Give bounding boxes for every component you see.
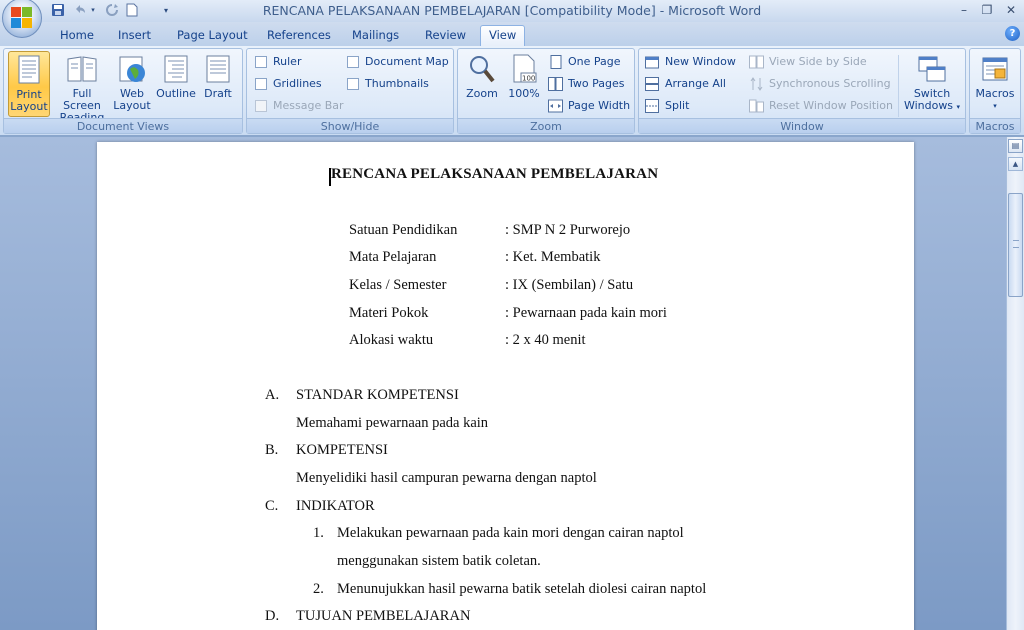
web-layout-icon	[116, 53, 148, 85]
gridlines-label: Gridlines	[273, 77, 322, 90]
full-screen-label-1: Full Screen	[63, 87, 101, 112]
customize-qat-icon[interactable]: ▾	[163, 5, 168, 15]
reset-window-position-button[interactable]	[749, 97, 893, 115]
info-key: Kelas / Semester	[349, 277, 447, 293]
view-ruler-icon[interactable]: ▤	[1008, 139, 1023, 153]
page-width-button[interactable]	[548, 97, 630, 115]
group-window	[638, 48, 966, 134]
section-title: INDIKATOR	[296, 498, 375, 514]
one-page-icon	[548, 55, 563, 69]
document-map-label: Document Map	[365, 55, 449, 68]
outline-label: Outline	[156, 87, 196, 100]
group-label-zoom: Zoom	[458, 118, 634, 133]
restore-button[interactable]: ❐	[981, 3, 993, 17]
group-document-views	[3, 48, 243, 134]
page-width-icon	[548, 99, 563, 113]
tab-insert[interactable]: Insert	[118, 28, 151, 42]
new-window-button[interactable]	[645, 53, 736, 71]
document-heading: RENCANA PELAKSANAAN PEMBELAJARAN	[331, 166, 659, 182]
ribbon-tabs	[0, 22, 1024, 46]
close-button[interactable]: ✕	[1005, 3, 1017, 17]
section-letter: B.	[265, 442, 279, 458]
minimize-button[interactable]: –	[961, 3, 967, 17]
view-side-by-side-icon	[749, 55, 764, 69]
vertical-scrollbar[interactable]	[1006, 137, 1024, 630]
page-width-label: Page Width	[568, 99, 631, 112]
draft-label: Draft	[204, 87, 232, 100]
save-icon[interactable]	[50, 2, 66, 18]
switch-windows-label-1: Switch	[913, 87, 951, 100]
thumbnails-check-icon	[347, 78, 359, 90]
split-button[interactable]	[645, 97, 689, 115]
section-letter: D.	[265, 608, 280, 624]
one-page-label: One Page	[568, 55, 621, 68]
reset-window-position-label: Reset Window Position	[769, 99, 893, 112]
hundred-percent-icon	[508, 53, 540, 85]
outline-button[interactable]	[154, 51, 198, 117]
thumbnails-checkbox[interactable]	[345, 75, 429, 93]
gridlines-check-icon	[255, 78, 267, 90]
section-body: Menyelidiki hasil campuran pewarna dengan naptol	[296, 470, 597, 486]
message-bar-check-icon	[255, 100, 267, 112]
info-key: Satuan Pendidikan	[349, 222, 458, 238]
synchronous-scrolling-icon	[749, 77, 764, 91]
print-layout-icon	[13, 54, 45, 86]
draft-button[interactable]	[200, 51, 236, 117]
outline-icon	[160, 53, 192, 85]
section-title: KOMPETENSI	[296, 442, 388, 458]
office-logo-icon	[11, 7, 33, 29]
web-layout-label-1: Web	[120, 87, 144, 100]
switch-windows-dropdown-icon: ▾	[956, 103, 961, 111]
draft-icon	[202, 53, 234, 85]
reset-window-position-icon	[749, 99, 764, 113]
document-map-check-icon	[347, 56, 359, 68]
scroll-up-arrow-icon[interactable]: ▲	[1008, 157, 1023, 171]
macros-icon	[979, 53, 1011, 85]
thumb-grip-icon	[1013, 240, 1019, 248]
zoom-100-button[interactable]	[504, 51, 544, 117]
ribbon	[0, 46, 1024, 136]
group-label-macros: Macros	[970, 118, 1020, 133]
redo-icon[interactable]	[104, 2, 120, 18]
info-value: : IX (Sembilan) / Satu	[505, 277, 634, 293]
zoom-label: Zoom	[466, 87, 498, 100]
arrange-all-button[interactable]	[645, 75, 726, 93]
undo-icon[interactable]	[72, 2, 88, 18]
zoom-100-label: 100%	[508, 87, 540, 100]
print-layout-label-2: Layout	[10, 100, 48, 113]
macros-label: Macros	[975, 87, 1015, 100]
print-layout-button[interactable]	[8, 51, 50, 117]
macros-dropdown-icon: ▾	[993, 102, 997, 110]
group-label-document-views: Document Views	[4, 118, 242, 133]
arrange-all-label: Arrange All	[665, 77, 726, 90]
new-window-icon	[645, 55, 660, 69]
synchronous-scrolling-label: Synchronous Scrolling	[769, 77, 891, 90]
two-pages-button[interactable]	[548, 75, 624, 93]
switch-windows-button[interactable]	[901, 51, 963, 117]
one-page-button[interactable]	[548, 53, 621, 71]
new-window-label: New Window	[665, 55, 736, 68]
gridlines-checkbox[interactable]	[253, 75, 322, 93]
new-document-icon[interactable]	[124, 2, 140, 18]
ruler-checkbox[interactable]	[253, 53, 301, 71]
split-label: Split	[665, 99, 690, 112]
svg-text:100: 100	[522, 74, 536, 83]
tab-references[interactable]: References	[267, 28, 331, 42]
switch-windows-icon	[916, 53, 948, 85]
info-key: Materi Pokok	[349, 305, 429, 321]
section-title: TUJUAN PEMBELAJARAN	[296, 608, 471, 624]
info-key: Alokasi waktu	[349, 332, 434, 348]
arrange-all-icon	[645, 77, 660, 91]
tab-review[interactable]: Review	[425, 28, 467, 42]
help-icon[interactable]: ?	[1005, 26, 1020, 41]
document-page[interactable]	[97, 142, 914, 630]
document-map-checkbox[interactable]	[345, 53, 449, 71]
section-title: STANDAR KOMPETENSI	[296, 387, 459, 403]
two-pages-icon	[548, 77, 563, 91]
two-pages-label: Two Pages	[568, 77, 625, 90]
macros-button[interactable]	[972, 51, 1018, 117]
section-letter: A.	[265, 387, 280, 403]
switch-windows-label-2-row	[901, 100, 963, 113]
view-side-by-side-button[interactable]	[749, 53, 867, 71]
group-macros	[969, 48, 1021, 134]
scrollbar-thumb[interactable]	[1008, 193, 1023, 297]
tab-home[interactable]: Home	[60, 28, 94, 42]
message-bar-label: Message Bar	[273, 99, 344, 112]
web-layout-label-2: Layout	[113, 99, 151, 112]
indicator-text: Menunujukkan hasil pewarna batik setelah diolesi cairan naptol	[337, 581, 707, 597]
section-letter: C.	[265, 498, 279, 514]
magnifier-icon	[466, 53, 498, 85]
window-group-separator	[898, 55, 899, 117]
view-side-by-side-label: View Side by Side	[769, 55, 867, 68]
group-show-hide	[246, 48, 454, 134]
group-label-show-hide: Show/Hide	[247, 118, 453, 133]
ruler-label: Ruler	[273, 55, 302, 68]
message-bar-checkbox[interactable]	[253, 97, 344, 115]
tab-mailings[interactable]: Mailings	[352, 28, 400, 42]
window-title: RENCANA PELAKSANAAN PEMBELAJARAN [Compatibility Mode] - Microsoft Word	[262, 3, 762, 18]
full-screen-reading-button[interactable]	[52, 51, 112, 117]
synchronous-scrolling-button[interactable]	[749, 75, 891, 93]
indicator-text: Melakukan pewarnaan pada kain mori dengan cairan naptol	[337, 525, 684, 541]
print-layout-label-1: Print	[16, 88, 42, 101]
indicator-text-continued: menggunakan sistem batik coletan.	[337, 553, 541, 569]
info-value: : 2 x 40 menit	[505, 332, 586, 348]
group-zoom	[457, 48, 635, 134]
full-screen-reading-icon	[66, 53, 98, 85]
tab-view[interactable]: View	[480, 25, 525, 47]
info-value: : SMP N 2 Purworejo	[505, 222, 631, 238]
group-label-window: Window	[639, 118, 965, 133]
switch-windows-label-2: Windows	[903, 99, 954, 112]
indicator-number: 2.	[313, 581, 324, 597]
indicator-number: 1.	[313, 525, 324, 541]
zoom-button[interactable]	[462, 51, 502, 117]
ruler-check-icon	[255, 56, 267, 68]
web-layout-button[interactable]	[112, 51, 152, 117]
info-key: Mata Pelajaran	[349, 249, 437, 265]
info-value: : Ket. Membatik	[505, 249, 601, 265]
title-bar	[0, 0, 1024, 22]
split-icon	[645, 99, 660, 113]
info-value: : Pewarnaan pada kain mori	[505, 305, 667, 321]
section-body: Memahami pewarnaan pada kain	[296, 415, 489, 431]
tab-page-layout[interactable]: Page Layout	[177, 28, 248, 42]
thumbnails-label: Thumbnails	[365, 77, 429, 90]
undo-dropdown-icon[interactable]: ▾	[91, 6, 95, 14]
